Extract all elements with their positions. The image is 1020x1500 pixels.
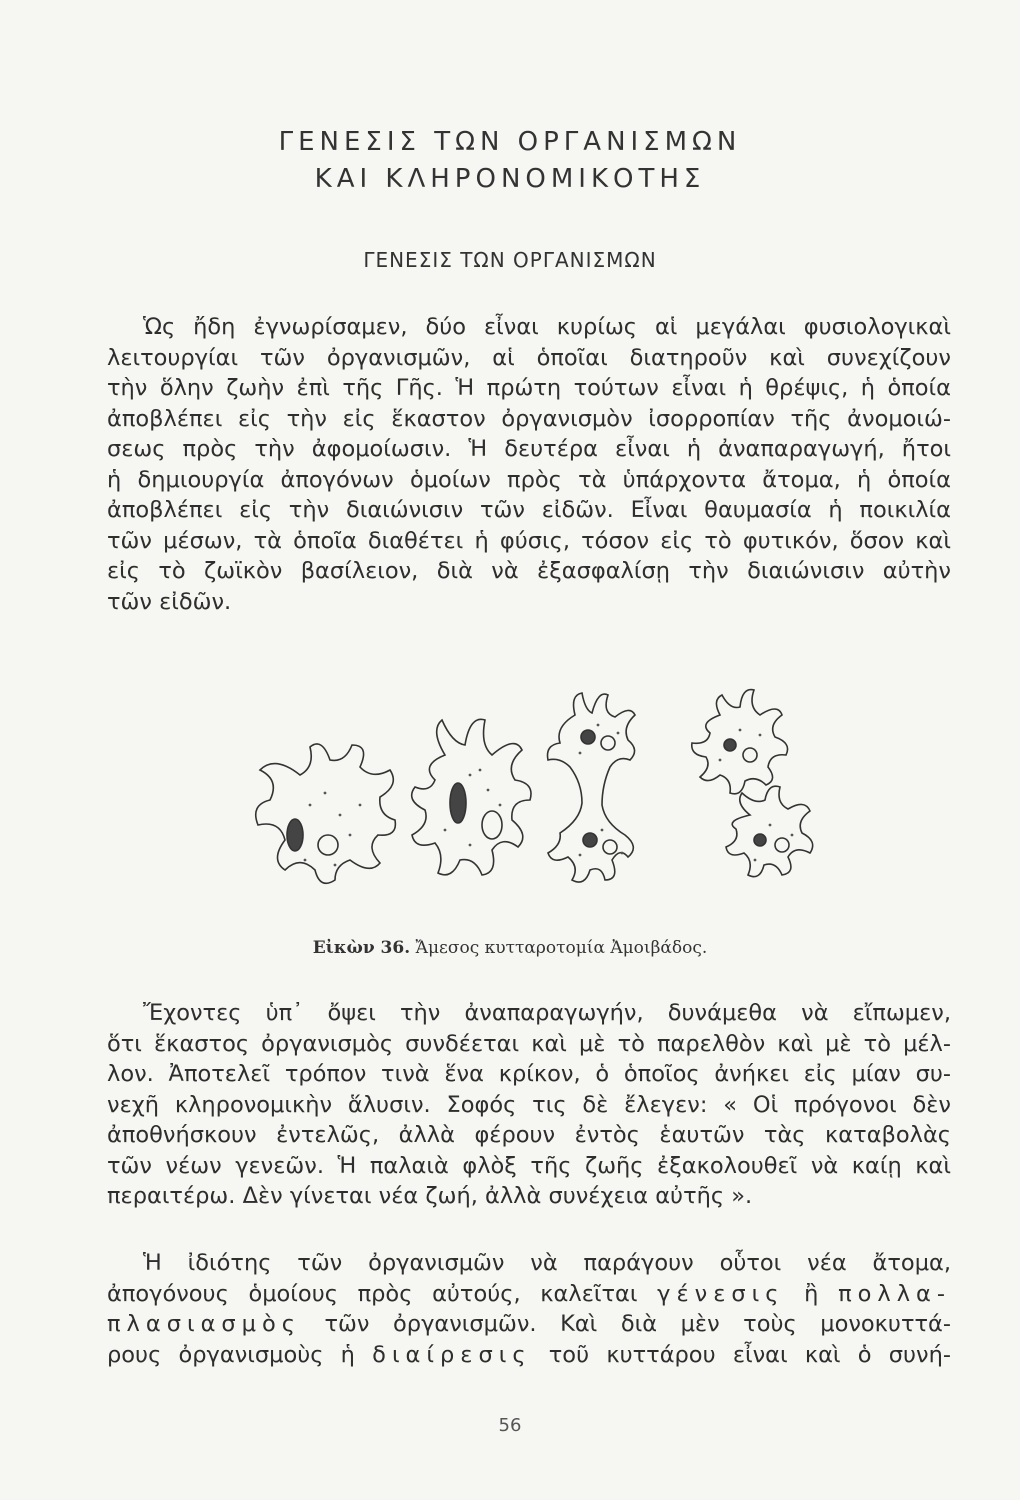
figure-caption-text: Ἄμεσος κυτταροτομία Ἀμοιβάδος. <box>415 938 708 958</box>
section-title: ΓΕΝΕΣΙΣ ΤΩΝ ΟΡΓΑΝΙΣΜΩΝ <box>363 248 657 272</box>
nucleus <box>450 783 466 823</box>
page-number: 56 <box>498 1415 522 1436</box>
paragraph-line: Ἔχοντες ὑπ᾽ ὄψει τὴν ἀναπαραγωγήν, δυνάμεθα νὰ εἴπωμεν, <box>143 1000 951 1026</box>
paragraph-2 <box>107 998 951 1212</box>
nucleus <box>583 833 597 847</box>
figure-label: Εἰκὼν 36. <box>312 938 411 958</box>
paragraph-text: τοῦ κυττάρου εἶναι καὶ ὁ συνή- <box>548 1341 951 1368</box>
spaced-term: διαίρεσις <box>372 1341 532 1368</box>
paragraph-line: Ὡς ἤδη ἐγνωρίσαμεν, δύο εἶναι κυρίως αἱ μεγάλαι φυσιολογικαὶ <box>143 314 951 340</box>
paragraph-3 <box>107 1248 951 1370</box>
chapter-title-line-1: ΓΕΝΕΣΙΣ ΤΩΝ ΟΡΓΑΝΙΣΜΩΝ <box>278 127 742 157</box>
paragraph-text: ἀπογόνους ὁμοίους πρὸς αὐτούς, καλεῖται <box>107 1280 638 1307</box>
paragraph-line: σεως πρὸς τὴν ἀφομοίωσιν. Ἡ δευτέρα εἶναι ἡ ἀναπαραγωγή, ἤτοι <box>107 436 951 462</box>
amoeba-cell-4 <box>692 690 788 794</box>
spaced-term: πλασιασμὸς <box>107 1311 301 1337</box>
paragraph-1 <box>107 312 951 617</box>
paragraph-line: περαιτέρω. Δὲν γίνεται νέα ζωή, ἀλλὰ συνέχεια αὐτῆς ». <box>107 1183 753 1209</box>
nucleus <box>754 834 766 846</box>
amoeba-cell-2 <box>412 719 531 875</box>
paragraph-line: ἀποβλέπει εἰς τὴν εἰς ἕκαστον ὀργανισμὸν ἰσορροπίαν τῆς ἀνομοιώ- <box>107 405 951 432</box>
paragraph-line: Ἡ ἰδιότης τῶν ὀργανισμῶν νὰ παράγουν οὗτοι νέα ἄτομα, <box>143 1250 951 1276</box>
paragraph-text: ἢ <box>804 1280 819 1307</box>
paragraph-text: ρους ὀργανισμοὺς ἡ <box>107 1341 355 1368</box>
figure-caption <box>0 938 1020 958</box>
paragraph-line: νεχῆ κληρονομικὴν ἅλυσιν. Σοφός τις δὲ ἔλεγεν: « Οἱ πρόγονοι δὲν <box>107 1091 951 1118</box>
spaced-term: γένεσις <box>657 1280 785 1307</box>
paragraph-line <box>107 1279 951 1310</box>
paragraph-line: λειτουργίαι τῶν ὀργανισμῶν, αἱ ὁποῖαι διατηροῦν καὶ συνεχίζουν <box>107 344 951 371</box>
paragraph-line: ἀποβλέπει εἰς τὴν διαιώνισιν τῶν εἰδῶν. Εἶναι θαυμασία ἡ ποικιλία <box>107 497 951 523</box>
paragraph-line <box>107 1340 951 1371</box>
paragraph-line: εἰς τὸ ζωϊκὸν βασίλειον, διὰ νὰ ἐξασφαλίσῃ τὴν διαιώνισιν αὐτὴν <box>107 558 951 584</box>
amoeba-cell-5 <box>726 786 813 876</box>
nucleus <box>724 739 736 751</box>
paragraph-text: τῶν ὀργανισμῶν. Καὶ διὰ μὲν τοὺς μονοκυττά- <box>324 1311 951 1337</box>
paragraph-line <box>107 1309 951 1340</box>
paragraph-line: ἀποθνήσκουν ἐντελῶς, ἀλλὰ φέρουν ἐντὸς ἑαυτῶν τὰς καταβολὰς <box>107 1122 951 1148</box>
nucleus <box>581 730 595 744</box>
amoeba-division-illustration <box>230 675 830 920</box>
paragraph-line: ὅτι ἕκαστος ὀργανισμὸς συνδέεται καὶ μὲ τὸ παρελθὸν καὶ μὲ τὸ μέλ- <box>107 1030 951 1057</box>
amoeba-cell-1 <box>256 744 396 883</box>
paragraph-line: τῶν νέων γενεῶν. Ἡ παλαιὰ φλὸξ τῆς ζωῆς ἐξακολουθεῖ νὰ καίῃ καὶ <box>107 1152 951 1179</box>
paragraph-line: τὴν ὅλην ζωὴν ἐπὶ τῆς Γῆς. Ἡ πρώτη τούτων εἶναι ἡ θρέψις, ἡ ὁποία <box>107 375 951 401</box>
chapter-title-line-2: ΚΑΙ ΚΛΗΡΟΝΟΜΙΚΟΤΗΣ <box>314 164 706 194</box>
spaced-term: πολλα- <box>838 1280 952 1307</box>
paragraph-line: ἡ δημιουργία ἀπογόνων ὁμοίων πρὸς τὰ ὑπάρχοντα ἄτομα, ἡ ὁποία <box>107 466 951 493</box>
paragraph-line: τῶν εἰδῶν. <box>107 588 232 615</box>
nucleus <box>287 819 303 851</box>
paragraph-line: λον. Ἀποτελεῖ τρόπον τινὰ ἕνα κρίκον, ὁ ὁποῖος ἀνήκει εἰς μίαν συ- <box>107 1061 951 1087</box>
paragraph-line: τῶν μέσων, τὰ ὁποῖα διαθέτει ἡ φύσις, τόσον εἰς τὸ φυτικόν, ὅσον καὶ <box>107 527 951 554</box>
